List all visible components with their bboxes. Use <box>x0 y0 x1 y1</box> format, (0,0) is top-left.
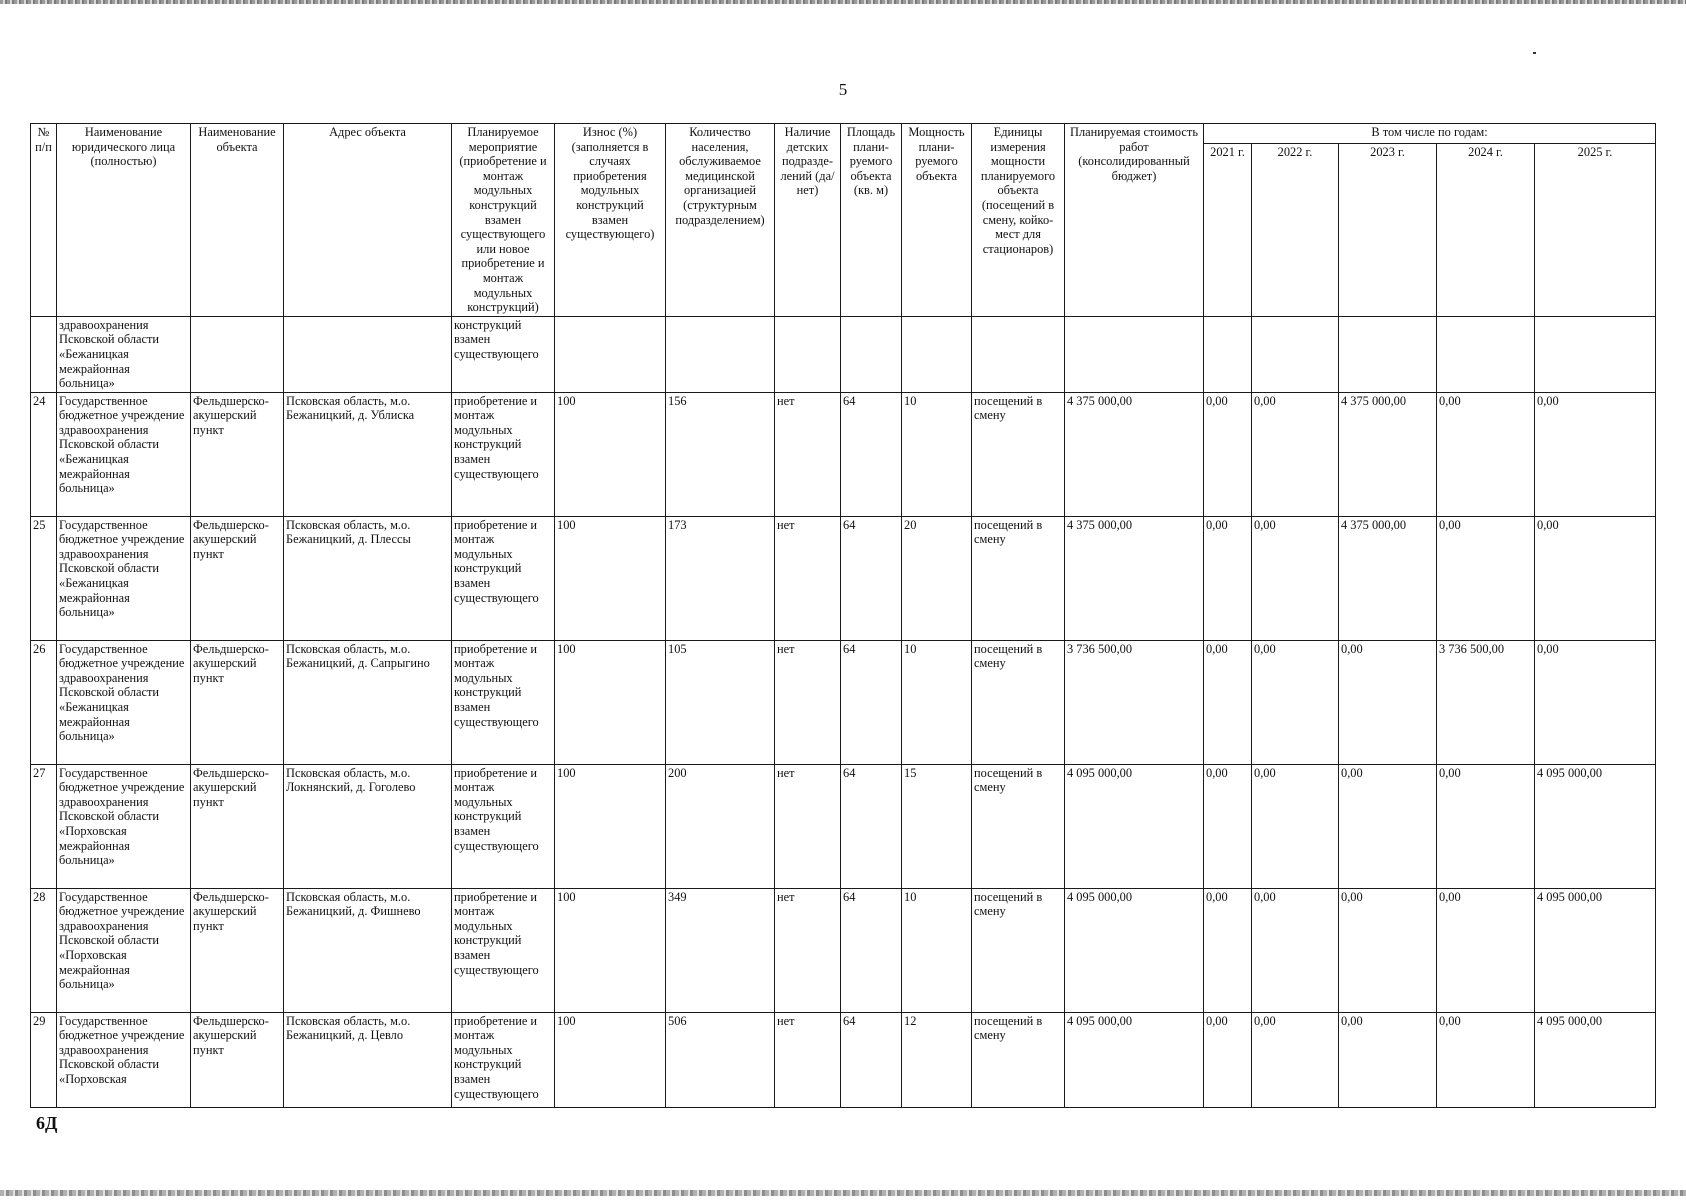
table-row <box>31 764 1656 888</box>
scan-speck <box>1533 52 1536 54</box>
header-year-2021: 2021 г. <box>1204 144 1252 316</box>
cell-address: Псковская область, м.о. Бежаницкий, д. Фишнево <box>284 888 452 1012</box>
cell-2022: 0,00 <box>1252 392 1339 516</box>
cell-2022: 0,00 <box>1252 764 1339 888</box>
document-code: 6Д <box>36 1113 58 1133</box>
header-plan: Планируемое мероприятие (приобретение и монтаж модульных конструкций взамен существующего или новое приобретение и монтаж модульных конструкций) <box>452 124 555 317</box>
cell-area: 64 <box>841 516 902 640</box>
cell-2023: 4 375 000,00 <box>1339 392 1437 516</box>
cell-address: Псковская область, м.о. Локнянский, д. Гоголево <box>284 764 452 888</box>
header-capacity: Мощность плани-руемого объекта <box>902 124 972 317</box>
cell-object: Фельдшерско-акушерский пункт <box>191 516 284 640</box>
cell-object: Фельдшерско-акушерский пункт <box>191 888 284 1012</box>
cell-2024: 0,00 <box>1437 764 1535 888</box>
table-row <box>31 516 1656 640</box>
cell-object: Фельдшерско-акушерский пункт <box>191 640 284 764</box>
header-cost: Планируемая стоимость работ (консолидированный бюджет) <box>1065 124 1204 317</box>
cell-2021: 0,00 <box>1204 888 1252 1012</box>
cell-cost: 4 375 000,00 <box>1065 392 1204 516</box>
header-year-2023: 2023 г. <box>1339 144 1437 316</box>
cell-2025: 0,00 <box>1535 640 1656 764</box>
header-year-2024: 2024 г. <box>1437 144 1535 316</box>
cell-address: Псковская область, м.о. Бежаницкий, д. Цевло <box>284 1012 452 1107</box>
cell-area: 64 <box>841 888 902 1012</box>
table-row <box>31 888 1656 1012</box>
cell-org: Государственное бюджетное учреждение здравоохранения Псковской области «Бежаницкая межрайонная больница» <box>57 516 191 640</box>
cell-2021: 0,00 <box>1204 640 1252 764</box>
cell-org: Государственное бюджетное учреждение здравоохранения Псковской области «Порховская <box>57 1012 191 1107</box>
header-years-group: В том числе по годам: <box>1204 124 1656 144</box>
cell-wear: 100 <box>555 392 666 516</box>
page-number: 5 <box>838 80 848 99</box>
cell-plan: приобретение и монтаж модульных конструкций взамен существующего <box>452 516 555 640</box>
scan-edge-top <box>0 0 1686 4</box>
cell-2022: 0,00 <box>1252 640 1339 764</box>
cell-2025: 4 095 000,00 <box>1535 764 1656 888</box>
continuation-row <box>31 316 1656 392</box>
cell-unit: посещений в смену <box>972 516 1065 640</box>
cell-children: нет <box>775 888 841 1012</box>
cell-capacity: 15 <box>902 764 972 888</box>
cell-cost: 3 736 500,00 <box>1065 640 1204 764</box>
cell-unit: посещений в смену <box>972 888 1065 1012</box>
cell-wear: 100 <box>555 640 666 764</box>
cell-org: Государственное бюджетное учреждение здравоохранения Псковской области «Порховская межрайонная больница» <box>57 764 191 888</box>
cell-2025: 0,00 <box>1535 516 1656 640</box>
cell-plan: приобретение и монтаж модульных конструкций взамен существующего <box>452 764 555 888</box>
cell-population: 173 <box>666 516 775 640</box>
cell-2021: 0,00 <box>1204 392 1252 516</box>
register-table <box>30 123 1656 1108</box>
header-org: Наименование юридического лица (полностью) <box>57 124 191 317</box>
header-year-2025: 2025 г. <box>1535 144 1656 316</box>
cell-children: нет <box>775 392 841 516</box>
header-children: Наличие детских подразде-лений (да/нет) <box>775 124 841 317</box>
table-row <box>31 392 1656 516</box>
scan-edge-bottom <box>0 1190 1686 1196</box>
cell-area: 64 <box>841 764 902 888</box>
cell-num: 29 <box>31 1012 57 1107</box>
cell-object: Фельдшерско-акушерский пункт <box>191 764 284 888</box>
cell-wear: 100 <box>555 888 666 1012</box>
cell-population: 349 <box>666 888 775 1012</box>
cell-2025: 4 095 000,00 <box>1535 1012 1656 1107</box>
cell-2022: 0,00 <box>1252 888 1339 1012</box>
table-row <box>31 1012 1656 1107</box>
cell-children: нет <box>775 640 841 764</box>
cell-area: 64 <box>841 1012 902 1107</box>
cell-object: Фельдшерско-акушерский пункт <box>191 1012 284 1107</box>
cell-2021: 0,00 <box>1204 1012 1252 1107</box>
cell-object: Фельдшерско-акушерский пункт <box>191 392 284 516</box>
cell-children: нет <box>775 516 841 640</box>
cell-2024: 0,00 <box>1437 1012 1535 1107</box>
header-row <box>31 124 1656 144</box>
cell-2024: 3 736 500,00 <box>1437 640 1535 764</box>
cell-unit: посещений в смену <box>972 392 1065 516</box>
cell-cost: 4 375 000,00 <box>1065 516 1204 640</box>
cell-2022: 0,00 <box>1252 1012 1339 1107</box>
header-year-2022: 2022 г. <box>1252 144 1339 316</box>
cell-children: нет <box>775 764 841 888</box>
table-row <box>31 640 1656 764</box>
cell-2024: 0,00 <box>1437 392 1535 516</box>
header-area: Площадь плани-руемого объекта (кв. м) <box>841 124 902 317</box>
header-address: Адрес объекта <box>284 124 452 317</box>
cell-population: 105 <box>666 640 775 764</box>
cell-capacity: 10 <box>902 888 972 1012</box>
cell-2023: 0,00 <box>1339 764 1437 888</box>
header-num: № п/п <box>31 124 57 317</box>
cell-address: Псковская область, м.о. Бежаницкий, д. Плессы <box>284 516 452 640</box>
cell-capacity: 12 <box>902 1012 972 1107</box>
cell-unit: посещений в смену <box>972 1012 1065 1107</box>
cell-2021: 0,00 <box>1204 516 1252 640</box>
cell-plan: приобретение и монтаж модульных конструкций взамен существующего <box>452 640 555 764</box>
cell-org: Государственное бюджетное учреждение здравоохранения Псковской области «Порховская межрайонная больница» <box>57 888 191 1012</box>
continuation-org: здравоохранения Псковской области «Бежаницкая межрайонная больница» <box>57 316 191 392</box>
cell-num: 28 <box>31 888 57 1012</box>
cell-2024: 0,00 <box>1437 516 1535 640</box>
cell-area: 64 <box>841 392 902 516</box>
header-object: Наименование объекта <box>191 124 284 317</box>
cell-plan: приобретение и монтаж модульных конструкций взамен существующего <box>452 888 555 1012</box>
cell-2023: 0,00 <box>1339 888 1437 1012</box>
cell-wear: 100 <box>555 516 666 640</box>
cell-address: Псковская область, м.о. Бежаницкий, д. Ублиска <box>284 392 452 516</box>
header-population: Количество населения, обслуживаемое медицинской организацией (структурным подразделением) <box>666 124 775 317</box>
cell-capacity: 10 <box>902 640 972 764</box>
cell-population: 156 <box>666 392 775 516</box>
cell-cost: 4 095 000,00 <box>1065 888 1204 1012</box>
cell-num: 25 <box>31 516 57 640</box>
cell-children: нет <box>775 1012 841 1107</box>
header-wear: Износ (%) (заполняется в случаях приобретения модульных конструкций взамен существующего) <box>555 124 666 317</box>
cell-2025: 4 095 000,00 <box>1535 888 1656 1012</box>
cell-population: 200 <box>666 764 775 888</box>
header-unit: Единицы измерения мощности планируемого объекта (посещений в смену, койко-мест для стационаров) <box>972 124 1065 317</box>
cell-cost: 4 095 000,00 <box>1065 764 1204 888</box>
cell-unit: посещений в смену <box>972 640 1065 764</box>
cell-area: 64 <box>841 640 902 764</box>
cell-plan: приобретение и монтаж модульных конструкций взамен существующего <box>452 392 555 516</box>
cell-wear: 100 <box>555 764 666 888</box>
cell-address: Псковская область, м.о. Бежаницкий, д. Сапрыгино <box>284 640 452 764</box>
cell-num: 26 <box>31 640 57 764</box>
continuation-plan: конструкций взамен существующего <box>452 316 555 392</box>
cell-num: 27 <box>31 764 57 888</box>
cell-2023: 0,00 <box>1339 1012 1437 1107</box>
cell-capacity: 20 <box>902 516 972 640</box>
cell-2024: 0,00 <box>1437 888 1535 1012</box>
cell-num: 24 <box>31 392 57 516</box>
cell-org: Государственное бюджетное учреждение здравоохранения Псковской области «Бежаницкая межрайонная больница» <box>57 392 191 516</box>
cell-wear: 100 <box>555 1012 666 1107</box>
cell-2022: 0,00 <box>1252 516 1339 640</box>
cell-capacity: 10 <box>902 392 972 516</box>
cell-2023: 4 375 000,00 <box>1339 516 1437 640</box>
cell-cost: 4 095 000,00 <box>1065 1012 1204 1107</box>
cell-2021: 0,00 <box>1204 764 1252 888</box>
cell-unit: посещений в смену <box>972 764 1065 888</box>
cell-plan: приобретение и монтаж модульных конструкций взамен существующего <box>452 1012 555 1107</box>
cell-2023: 0,00 <box>1339 640 1437 764</box>
cell-population: 506 <box>666 1012 775 1107</box>
cell-2025: 0,00 <box>1535 392 1656 516</box>
cell-org: Государственное бюджетное учреждение здравоохранения Псковской области «Бежаницкая межрайонная больница» <box>57 640 191 764</box>
